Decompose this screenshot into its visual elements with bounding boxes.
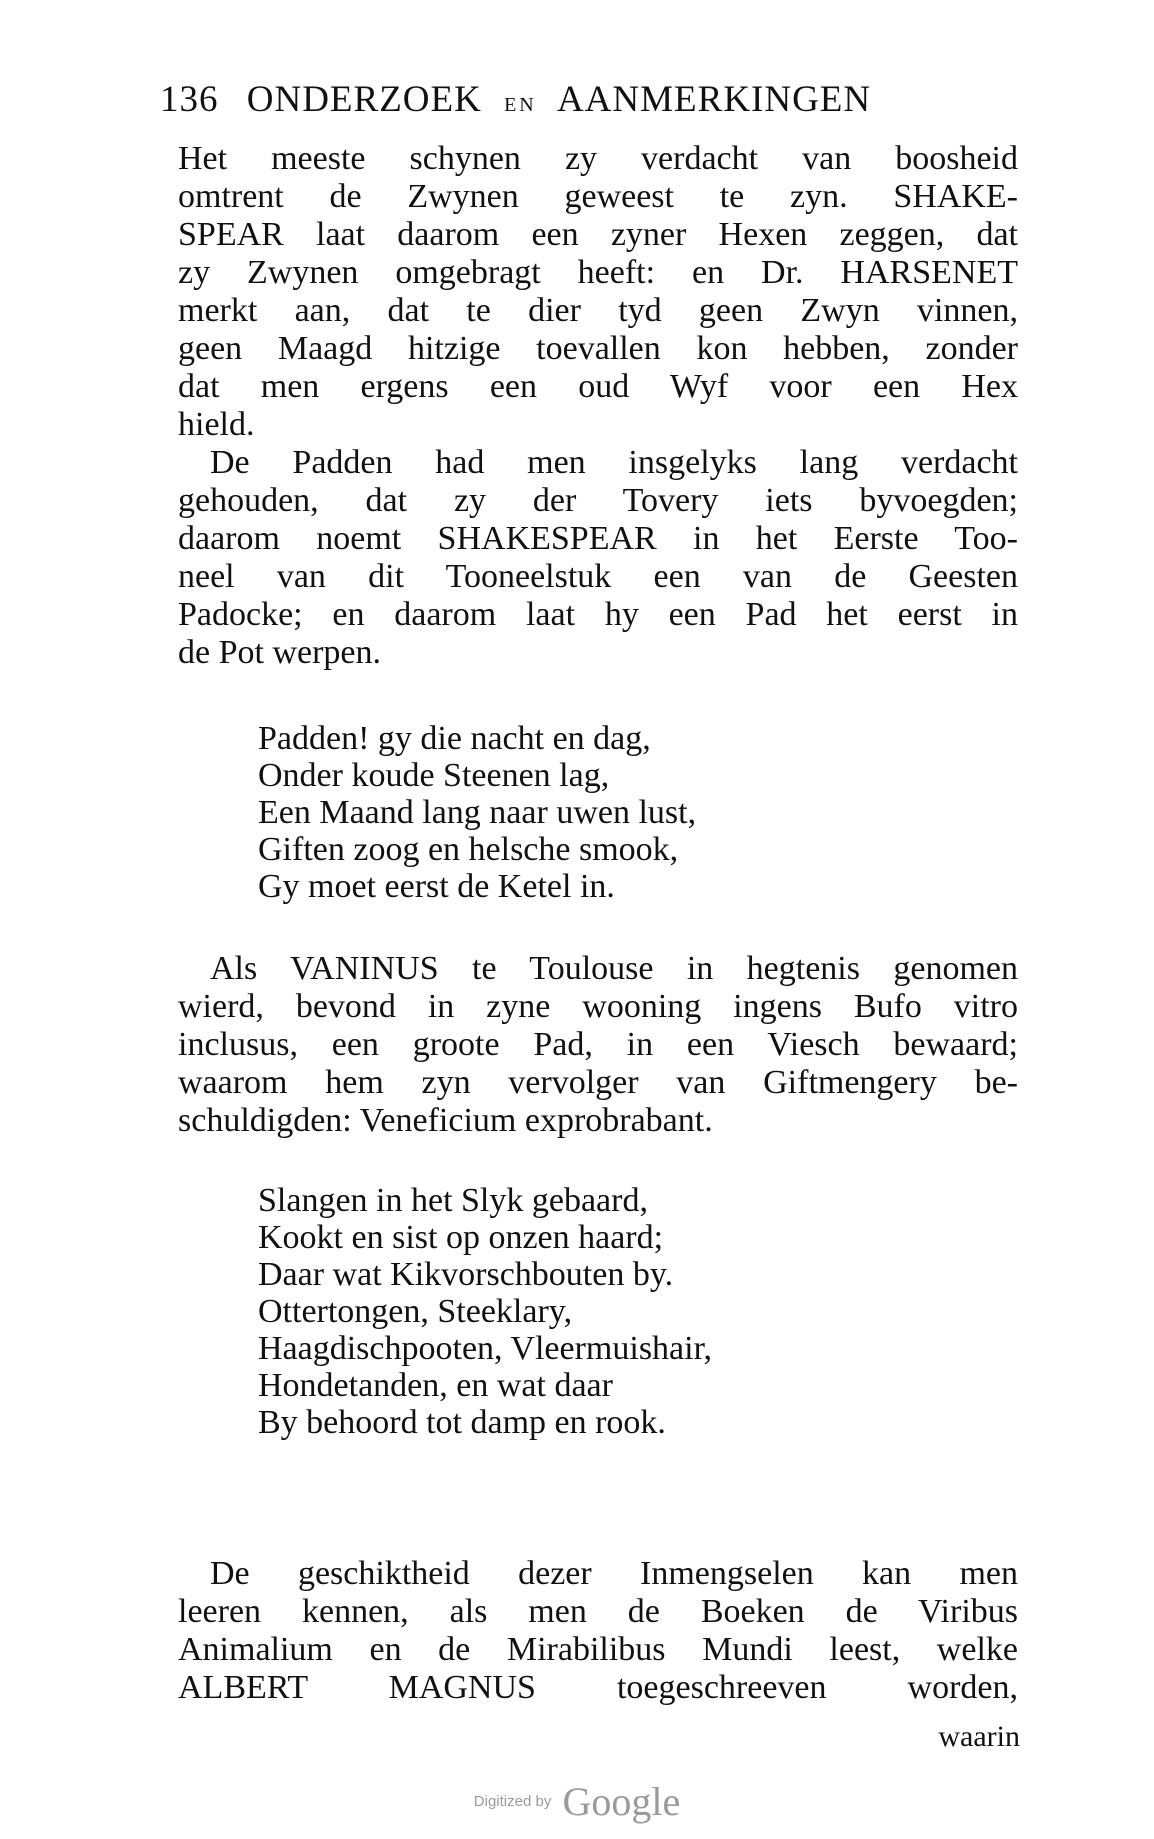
verse-line: Hondetanden, en wat daar (258, 1367, 613, 1404)
text-line: daarom noemt SHAKESPEAR in het Eerste Too- (178, 520, 1018, 557)
verse-line: Giften zoog en helsche smook, (258, 831, 679, 868)
text-line: de Pot werpen. (178, 634, 382, 671)
verse-line: Gy moet eerst de Ketel in. (258, 868, 615, 905)
paragraph-4 (178, 1555, 1018, 1707)
verse-line: Haagdischpooten, Vleermuishair, (258, 1330, 713, 1367)
verse-2 (258, 1182, 898, 1441)
text-line: SPEAR laat daarom een zyner Hexen zeggen, dat (178, 216, 1018, 253)
running-header (160, 78, 1040, 128)
verse-line: Onder koude Steenen lag, (258, 757, 610, 794)
text-line: geen Maagd hitzige toevallen kon hebben, zonder (178, 330, 1018, 367)
verse-line: Padden! gy die nacht en dag, (258, 720, 651, 757)
page-number: 136 (160, 79, 219, 120)
watermark-prefix: Digitized by (473, 1793, 552, 1810)
verse-1 (258, 720, 898, 905)
paragraph-1 (178, 140, 1018, 444)
catchword: waarin (938, 1720, 1020, 1753)
verse-line: Ottertongen, Steeklary, (258, 1293, 573, 1330)
verse-line: Daar wat Kikvorschbouten by. (258, 1256, 674, 1293)
text-line: Padocke; en daarom laat hy een Pad het eerst in (178, 596, 1018, 633)
text-line: inclusus, een groote Pad, in een Viesch bewaard; (178, 1026, 1018, 1063)
text-line: neel van dit Tooneelstuk een van de Geesten (178, 558, 1018, 595)
text-line: leeren kennen, als men de Boeken de Viribus (178, 1593, 1018, 1630)
text-line: Animalium en de Mirabilibus Mundi leest, welke (178, 1631, 1018, 1668)
text-line: Het meeste schynen zy verdacht van boosheid (178, 140, 1018, 177)
text-line: wierd, bevond in zyne wooning ingens Bufo vitro (178, 988, 1018, 1025)
digitization-watermark (0, 1778, 1154, 1825)
text-line: hield. (178, 406, 255, 443)
text-line: ALBERT MAGNUS toegeschreeven worden, (178, 1669, 1018, 1706)
verse-line: By behoord tot damp en rook. (258, 1404, 666, 1441)
watermark-brand: Google (562, 1779, 681, 1824)
paragraph-2 (178, 444, 1018, 672)
header-title-a: ONDERZOEK (246, 79, 482, 120)
text-line: omtrent de Zwynen geweest te zyn. SHAKE- (178, 178, 1018, 215)
text-line: zy Zwynen omgebragt heeft: en Dr. HARSENET (178, 254, 1018, 291)
text-line: waarom hem zyn vervolger van Giftmengery be- (178, 1064, 1018, 1101)
header-title-en: EN (504, 94, 537, 116)
text-line: dat men ergens een oud Wyf voor een Hex (178, 368, 1018, 405)
text-line: schuldigden: Veneficium exprobrabant. (178, 1102, 713, 1139)
verse-line: Kookt en sist op onzen haard; (258, 1219, 664, 1256)
verse-line: Een Maand lang naar uwen lust, (258, 794, 697, 831)
paragraph-3 (178, 950, 1018, 1140)
text-line: De geschiktheid dezer Inmengselen kan men (210, 1555, 1018, 1592)
text-line: merkt aan, dat te dier tyd geen Zwyn vinnen, (178, 292, 1018, 329)
text-line: De Padden had men insgelyks lang verdacht (210, 444, 1018, 481)
text-line: gehouden, dat zy der Tovery iets byvoegden; (178, 482, 1018, 519)
header-title-b: AANMERKINGEN (556, 79, 872, 120)
text-line: Als VANINUS te Toulouse in hegtenis genomen (210, 950, 1018, 987)
verse-line: Slangen in het Slyk gebaard, (258, 1182, 648, 1219)
